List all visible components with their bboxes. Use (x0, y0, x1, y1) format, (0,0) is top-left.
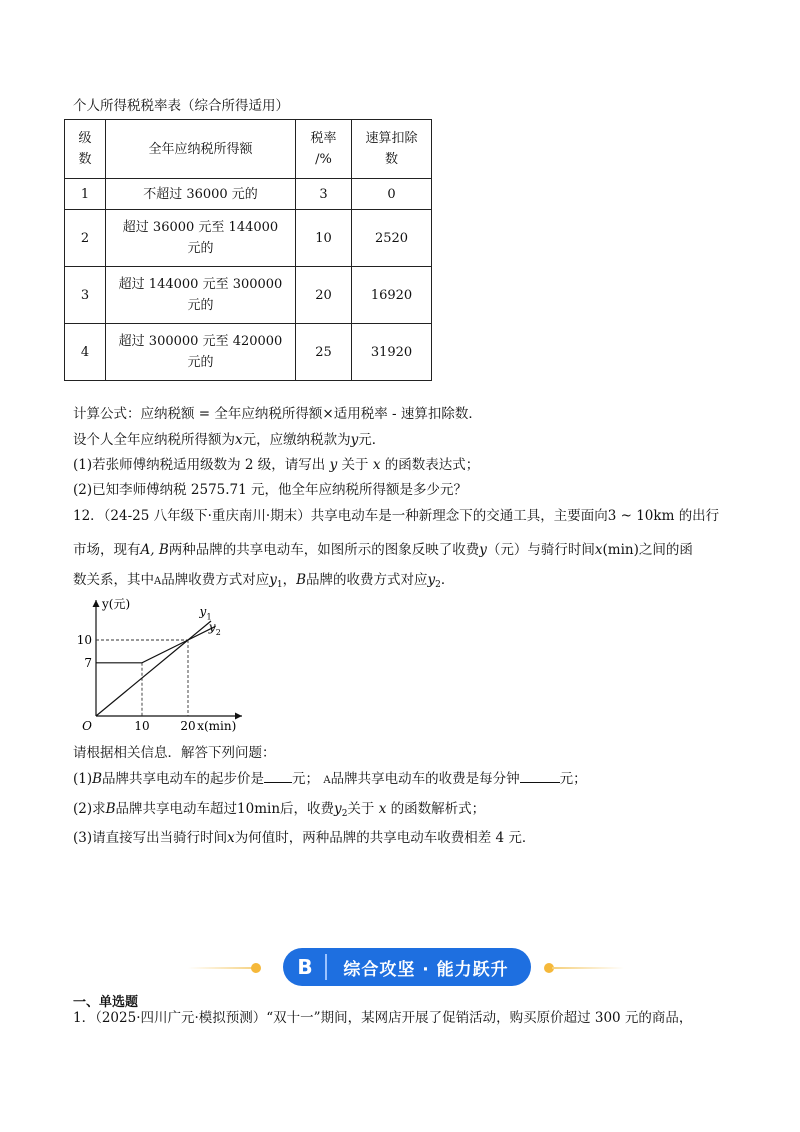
table-cell: 超过 144000 元至 300000 元的 (106, 267, 296, 324)
problem-12-line-1 (73, 504, 719, 524)
text: 品牌共享电动车的收费是每分钟 (330, 771, 520, 787)
text: 的函数解析式； (390, 801, 486, 817)
section-banner (283, 948, 531, 986)
instruction: 请根据相关信息．解答下列问题： (73, 745, 276, 761)
table-cell: 25 (296, 324, 352, 381)
header-text: 税率 /% (310, 131, 337, 167)
problem-12-line-2 (73, 538, 693, 558)
table-cell: 超过 36000 元至 144000 元的 (106, 210, 296, 267)
text: 12．（24-25 八年级下·重庆南川·期末）共享电动车是一种新理念下的交通工具，主要面向 (73, 508, 608, 524)
text: 后，收费 (280, 801, 335, 817)
text: 数关系，其中 (73, 572, 154, 588)
brands-ab: A, B (140, 542, 169, 558)
series-label-sub: 1 (206, 612, 212, 622)
text: 的函数表达式； (384, 457, 480, 473)
table-row (65, 179, 432, 210)
text: 元． (358, 432, 386, 448)
table-title: 个人所得税税率表（综合所得适用） (73, 98, 289, 114)
brand-a: A (323, 775, 331, 786)
fare-graph (74, 592, 254, 732)
text: 关于 (347, 801, 375, 817)
text: 品牌共享电动车超过 (115, 801, 238, 817)
text: 市场，现有 (73, 542, 141, 558)
series-label-sub: 2 (215, 627, 221, 637)
origin-label: O (82, 719, 92, 732)
text: 元； (292, 771, 320, 787)
answer-blank[interactable] (264, 770, 292, 783)
text: （元）与骑行时间 (486, 542, 595, 558)
table-cell: 超过 300000 元至 420000 元的 (106, 324, 296, 381)
text: 元，应缴纳税款为 (242, 432, 351, 448)
table-row (65, 267, 432, 324)
var-y: y (479, 542, 487, 558)
var-y: y (334, 801, 342, 817)
banner-text: 综合攻坚 · 能力跃升 (321, 948, 531, 986)
table-cell: 3 (65, 267, 106, 324)
var-x: x (372, 457, 381, 473)
table-cell: 0 (352, 179, 432, 210)
section-title: 一、单选题 (73, 995, 139, 1010)
series-label-y2: y (208, 619, 216, 634)
y-tick-label: 10 (76, 633, 92, 647)
header-text: 全年应纳税所得额 (148, 141, 253, 157)
table-row (65, 210, 432, 267)
table-cell: 1 (65, 179, 106, 210)
header-rate (296, 120, 352, 179)
table-cell: 20 (296, 267, 352, 324)
table-header-row (65, 120, 432, 179)
text: (1) (73, 771, 93, 787)
banner-right-line (552, 967, 624, 969)
var-x: x (227, 830, 235, 846)
var-y: y (350, 432, 359, 448)
unit-min: (min) (602, 542, 639, 558)
text: 元； (559, 771, 587, 787)
sub-1: 1 (276, 580, 283, 590)
var-x: x (378, 801, 387, 817)
table-cell: 31920 (352, 324, 432, 381)
series-line-y1 (96, 621, 211, 716)
text: ， (282, 572, 297, 588)
header-text: 速算扣除 数 (365, 131, 418, 167)
text: 品牌共享电动车的起步价是 (102, 771, 265, 787)
brand-a: A (154, 576, 162, 587)
problem-12-line-3 (73, 568, 454, 590)
sub-question-2 (73, 797, 485, 819)
sub-2: 2 (435, 580, 441, 590)
header-level (65, 120, 106, 179)
brand-b: B (92, 771, 103, 787)
question-2: (2)已知李师傅纳税 2575.71 元，他全年应纳税所得额是多少元？ (73, 482, 468, 498)
distance-range: 3 ~ 10km (607, 508, 675, 524)
table-cell: 10 (296, 210, 352, 267)
text: 品牌的收费方式对应 (306, 572, 428, 588)
header-income (106, 120, 296, 179)
tax-rate-table (64, 119, 432, 381)
table-cell: 4 (65, 324, 106, 381)
question-1 (73, 453, 479, 473)
var-x: x (235, 432, 243, 448)
text: ． (440, 572, 455, 588)
text: 的出行 (678, 508, 720, 524)
text: (1)若张师傅纳税适用级数为 2 级，请写出 (73, 457, 326, 473)
sub-2: 2 (341, 809, 348, 819)
x-tick-label: 10 (134, 719, 150, 732)
brand-b: B (105, 801, 116, 817)
text: 之间的函 (638, 542, 693, 558)
banner-left-dot (251, 963, 261, 973)
formula-line: 计算公式：应纳税额 = 全年应纳税所得额×适用税率 - 速算扣除数． (73, 406, 482, 422)
text: 品牌收费方式对应 (161, 572, 270, 588)
sub-question-3 (73, 826, 535, 846)
table-row (65, 324, 432, 381)
brand-b: B (296, 572, 307, 588)
text: 关于 (341, 457, 369, 473)
text: 两种品牌的共享电动车，如图所示的图象反映了收费 (168, 542, 480, 558)
table-cell: 2 (65, 210, 106, 267)
x-axis-label: x(min) (197, 719, 237, 732)
y-tick-label: 7 (84, 655, 92, 670)
answer-blank[interactable] (520, 770, 560, 783)
header-deduction (352, 120, 432, 179)
var-y1: y (269, 572, 277, 588)
question-last: 1．（2025·四川广元·模拟预测）“双十一”期间，某网店开展了促销活动，购买原价超过 300 元的商品， (73, 1010, 693, 1026)
ten-min: 10min (237, 801, 281, 817)
table-cell: 3 (296, 179, 352, 210)
text: (2)求 (73, 801, 106, 817)
banner-badge: B (283, 948, 327, 986)
setup-line (73, 428, 385, 448)
var-y2: y (427, 572, 436, 588)
y-axis-label: y(元) (102, 597, 131, 611)
series-label-y1: y (199, 604, 207, 619)
table-cell: 2520 (352, 210, 432, 267)
sub-question-1 (73, 767, 587, 787)
var-y: y (329, 457, 338, 473)
header-text: 级 数 (78, 131, 92, 167)
banner-separator (325, 954, 327, 980)
text: 设个人全年应纳税所得额为 (73, 432, 235, 448)
x-tick-label: 20 (180, 719, 196, 732)
table-cell: 不超过 36000 元的 (106, 179, 296, 210)
text: (3)请直接写出当骑行时间 (73, 830, 228, 846)
text: 为何值时，两种品牌的共享电动车收费相差 4 元． (234, 830, 536, 846)
table-cell: 16920 (352, 267, 432, 324)
var-x: x (594, 542, 603, 558)
banner-left-line (188, 967, 260, 969)
